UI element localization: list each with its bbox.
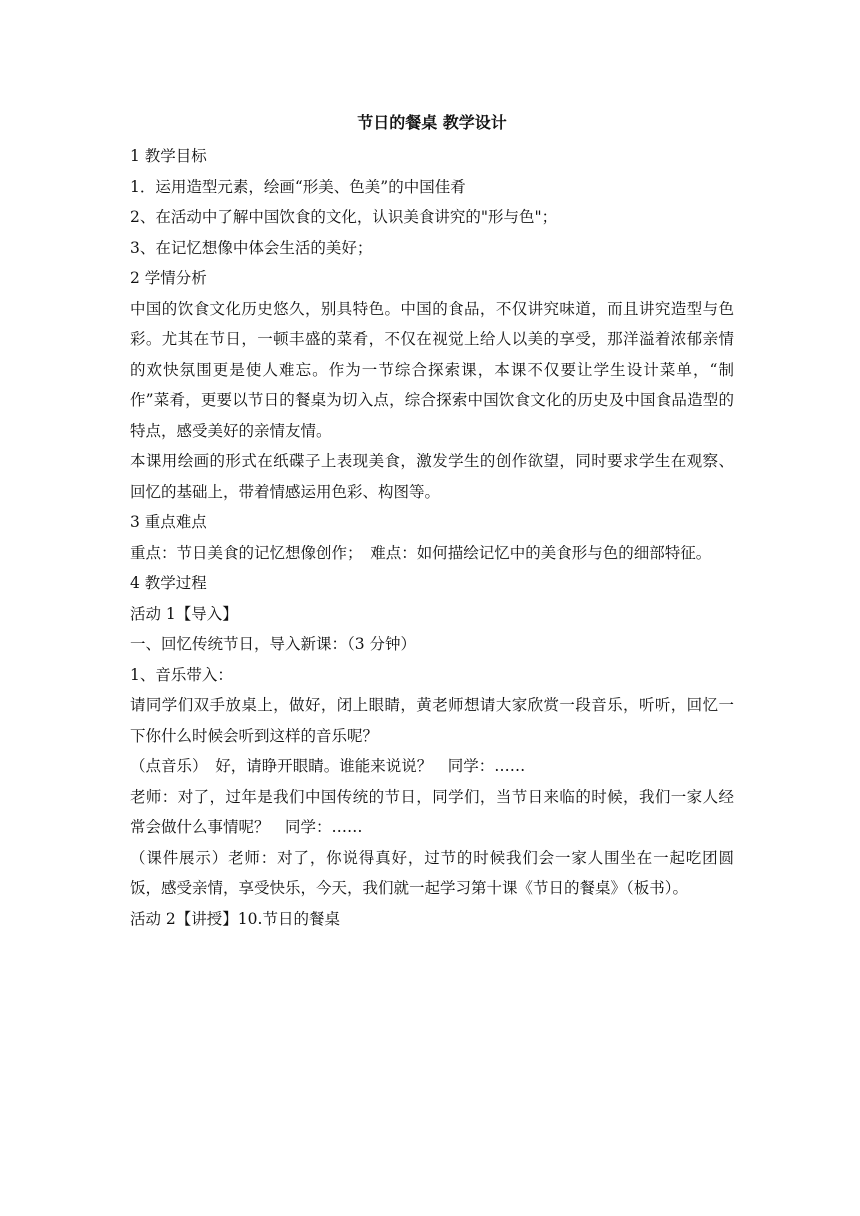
step-music-intro: 1、音乐带入：	[130, 665, 233, 684]
section-review-festivals: 一、回忆传统节日，导入新课：（3 分钟）	[130, 635, 417, 653]
play-music-line: （点音乐） 好，请睁开眼睛。谁能来说说？ 同学：……	[130, 757, 526, 775]
heading-teaching-process: 4 教学过程	[130, 574, 207, 592]
courseware-paragraph: （课件展示）老师：对了，你说得真好，过节的时候我们会一家人围坐在一起吃团圆饭，感受亲情，享受快乐，今天，我们就一起学习第十课《节日的餐桌》（板书）。	[130, 848, 734, 897]
heading-student-analysis: 2 学情分析	[130, 269, 207, 287]
analysis-paragraph-2: 本课用绘画的形式在纸碟子上表现美食，激发学生的创作欲望，同时要求学生在观察、回忆的基础上，带着情感运用色彩、构图等。	[130, 452, 734, 501]
document-body	[130, 108, 734, 934]
teacher-question-paragraph: 老师：对了，过年是我们中国传统的节日，同学们，当节日来临的时候，我们一家人经常会做什么事情呢？ 同学：……	[130, 787, 734, 836]
key-points-paragraph: 重点：节日美食的记忆想像创作； 难点：如何描绘记忆中的美食形与色的细部特征。	[130, 543, 712, 562]
activity-2-heading: 活动 2【讲授】10.节日的餐桌	[130, 909, 340, 928]
document-title: 节日的餐桌 教学设计	[357, 113, 507, 132]
goal-item-1: 1．运用造型元素，绘画“形美、色美”的中国佳肴	[130, 177, 466, 196]
analysis-paragraph-1: 中国的饮食文化历史悠久，别具特色。中国的食品，不仅讲究味道，而且讲究造型与色彩。尤其在节日，一顿丰盛的菜肴，不仅在视觉上给人以美的享受，那洋溢着浓郁亲情的欢快氛围更是使人难忘。作为一节综合探索课，本课不仅要让学生设计菜单，“制作”菜肴，更要以节日的餐桌为切入点，综合探索中国饮食文化的历史及中国食品造型的特点，感受美好的亲情友情。	[130, 299, 734, 440]
heading-teaching-goals: 1 教学目标	[130, 147, 207, 165]
goal-item-2: 2、在活动中了解中国饮食的文化，认识美食讲究的"形与色"；	[130, 208, 558, 226]
goal-item-3: 3、在记忆想像中体会生活的美好；	[130, 238, 373, 257]
music-instruction-paragraph: 请同学们双手放桌上，做好，闭上眼睛，黄老师想请大家欣赏一段音乐，听听，回忆一下你什么时候会听到这样的音乐呢？	[130, 696, 734, 745]
heading-key-points: 3 重点难点	[130, 513, 207, 531]
activity-1-heading: 活动 1【导入】	[130, 604, 238, 623]
